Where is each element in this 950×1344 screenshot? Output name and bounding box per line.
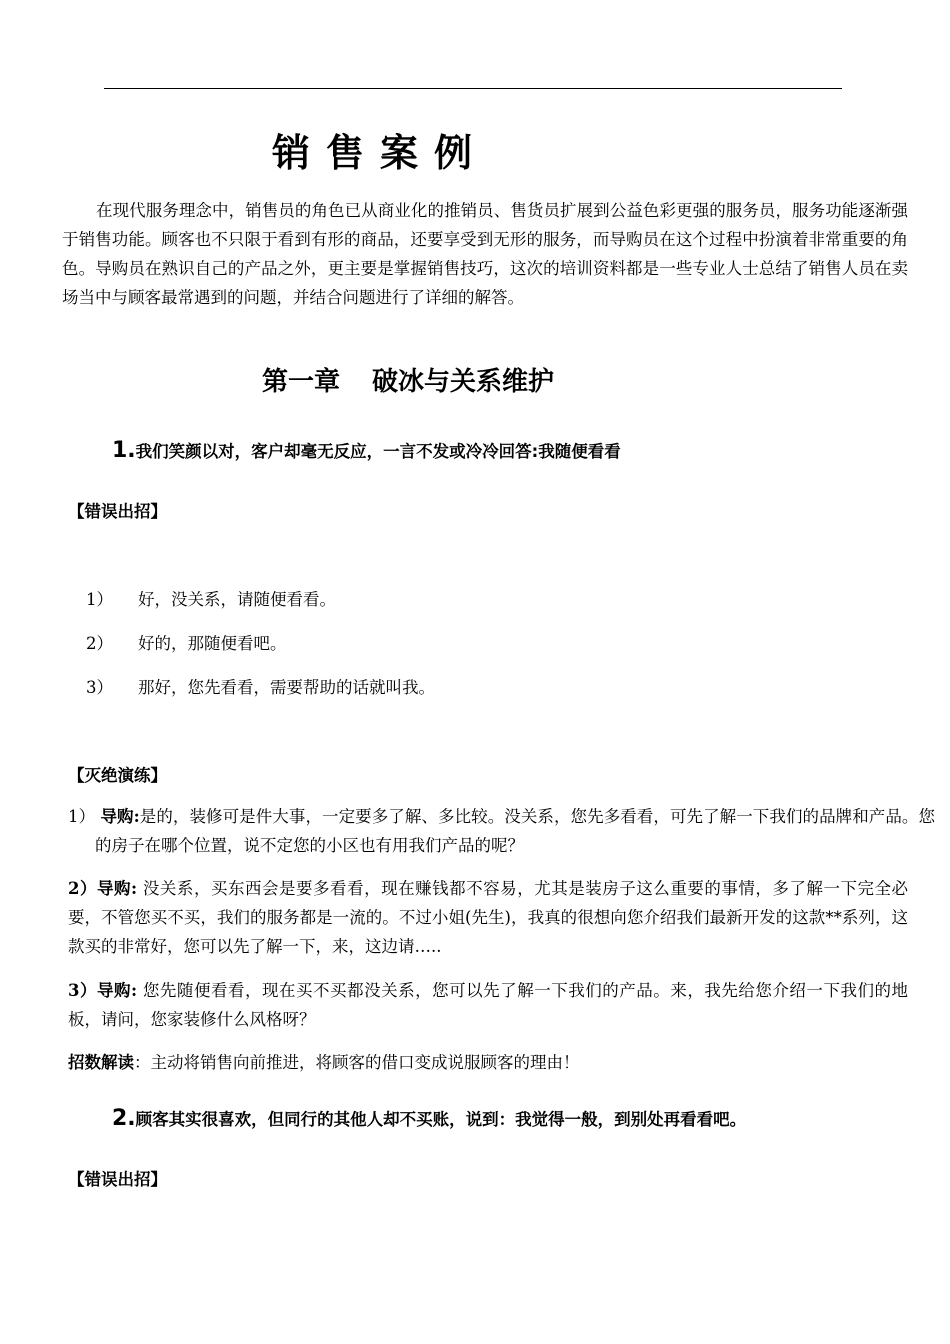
question-2-number: 2. (112, 1106, 136, 1131)
q1-wrong-label: 【错误出招】 (68, 502, 167, 521)
question-2-text: 顾客其实很喜欢，但同行的其他人却不买账，说到：我觉得一般，到别处再看看吧。 (135, 1110, 747, 1129)
question-1-text: 我们笑颜以对，客户却毫无反应，一言不发或冷冷回答:我随便看看 (135, 442, 621, 461)
q1-practice-item: 2）导购: 没关系，买东西会是要多看看，现在赚钱都不容易，尤其是装房子这么重要的事情，多了解一下完全必要，不管您买不买，我们的服务都是一流的。不过小姐(先生)，我真的很想向您介绍我们最新开发的这款**系列，这款买的非常好，您可以先了解一下，来，这边请….. (68, 879, 909, 956)
chapter-name: 破冰与关系维护 (372, 367, 555, 397)
q1-practice-item: 3）导购: 您先随便看看，现在买不买都没关系，您可以先了解一下我们的产品。来，我先给您介绍一下我们的地板，请问，您家装修什么风格呀？ (68, 981, 909, 1029)
document-title: 销售案例 (272, 131, 489, 175)
header-rule (104, 88, 842, 89)
q1-practice-item: 1） 导购:是的，装修可是件大事，一定要多了解、多比较。没关系，您先多看看，可先了解一下我们的品牌和产品。您的房子在哪个位置，说不定您的小区也有用我们产品的呢？ (68, 807, 935, 855)
chapter-heading (262, 361, 554, 398)
question-1-heading (112, 438, 621, 463)
q1-practice-label: 【灭绝演练】 (68, 766, 167, 785)
question-1-number: 1. (112, 438, 136, 463)
q1-wrong-item: 3） 那好，您先看看，需要帮助的话就叫我。 (86, 678, 435, 697)
intro-paragraph: 在现代服务理念中，销售员的角色已从商业化的推销员、售货员扩展到公益色彩更强的服务员，服务功能逐渐强于销售功能。顾客也不只限于看到有形的商品，还要享受到无形的服务，而导购员在这个过程中扮演着非常重要的角色。导购员在熟识自己的产品之外，更主要是掌握销售技巧，这次的培训资料都是一些专业人士总结了销售人员在卖场当中与顾客最常遇到的问题，并结合问题进行了详细的解答。 (62, 201, 908, 307)
question-2-heading (112, 1106, 746, 1131)
q1-analysis: 招数解读：主动将销售向前推进，将顾客的借口变成说服顾客的理由！ (68, 1053, 580, 1072)
q1-wrong-item: 1） 好，没关系，请随便看看。 (86, 590, 336, 609)
chapter-label: 第一章 (262, 367, 341, 397)
q1-wrong-item: 2） 好的，那随便看吧。 (86, 634, 287, 653)
q2-wrong-label: 【错误出招】 (68, 1170, 167, 1189)
